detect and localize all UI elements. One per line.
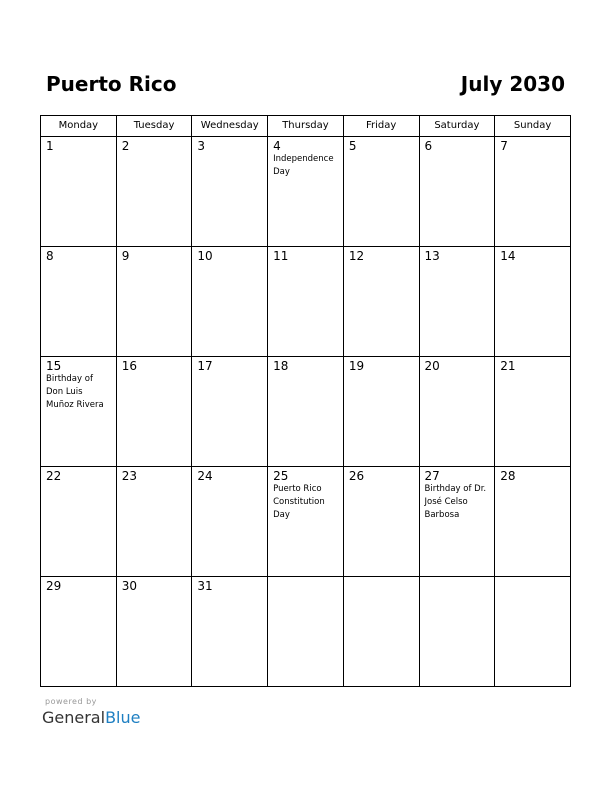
day-number: 23 bbox=[121, 469, 137, 483]
day-number: 1 bbox=[46, 139, 54, 153]
day-cell bbox=[192, 357, 268, 467]
day-cell-content bbox=[192, 137, 267, 244]
day-cell-content bbox=[420, 577, 495, 684]
day-cell-content bbox=[41, 137, 116, 244]
day-number: 15 bbox=[46, 359, 62, 373]
day-number: 10 bbox=[197, 249, 213, 263]
day-cell-content bbox=[344, 137, 419, 244]
day-cell bbox=[495, 577, 571, 687]
day-cell-content bbox=[420, 137, 495, 244]
day-cell bbox=[268, 467, 344, 577]
day-cell bbox=[343, 357, 419, 467]
weekday-header: Wednesday bbox=[192, 116, 268, 137]
day-cell bbox=[495, 247, 571, 357]
day-number: 4 bbox=[273, 139, 281, 153]
day-cell bbox=[343, 467, 419, 577]
day-number: 16 bbox=[121, 359, 137, 373]
day-cell bbox=[41, 467, 117, 577]
day-cell-content bbox=[344, 247, 419, 354]
day-cell bbox=[41, 577, 117, 687]
country-title: Puerto Rico bbox=[46, 72, 177, 96]
day-number: 20 bbox=[424, 359, 440, 373]
day-number: 11 bbox=[273, 249, 289, 263]
day-number: 25 bbox=[273, 469, 289, 483]
day-cell bbox=[116, 577, 192, 687]
day-cell bbox=[495, 137, 571, 247]
day-cell bbox=[419, 577, 495, 687]
day-cell-content bbox=[41, 467, 116, 574]
day-cell bbox=[192, 467, 268, 577]
calendar-week-row bbox=[41, 467, 571, 577]
day-number: 14 bbox=[500, 249, 516, 263]
day-cell-content bbox=[41, 357, 116, 464]
day-cell-content bbox=[268, 577, 343, 684]
day-cell bbox=[268, 577, 344, 687]
day-cell-content bbox=[268, 357, 343, 464]
day-number: 3 bbox=[197, 139, 206, 153]
calendar-week-row bbox=[41, 357, 571, 467]
day-cell bbox=[116, 467, 192, 577]
day-cell-content bbox=[268, 467, 343, 574]
day-cell-content bbox=[344, 357, 419, 464]
day-cell-content bbox=[495, 577, 570, 684]
day-cell bbox=[495, 357, 571, 467]
month-year-title: July 2030 bbox=[460, 72, 565, 96]
calendar-grid bbox=[40, 115, 571, 687]
holiday-label: Independence Day bbox=[273, 154, 334, 177]
day-number: 31 bbox=[197, 579, 213, 593]
day-number: 19 bbox=[348, 359, 365, 373]
calendar-week-row bbox=[41, 577, 571, 687]
day-number: 24 bbox=[197, 469, 213, 483]
day-number: 18 bbox=[273, 359, 289, 373]
weekday-header: Saturday bbox=[419, 116, 495, 137]
calendar-week-row bbox=[41, 137, 571, 247]
day-cell bbox=[41, 137, 117, 247]
day-cell-content bbox=[117, 247, 192, 354]
weekday-header: Thursday bbox=[268, 116, 344, 137]
day-cell bbox=[116, 357, 192, 467]
generalblue-logo bbox=[42, 708, 140, 728]
day-cell-content bbox=[495, 137, 570, 244]
brand-name-part2: Blue bbox=[105, 708, 141, 727]
day-cell bbox=[268, 247, 344, 357]
day-number: 7 bbox=[500, 139, 508, 153]
day-cell bbox=[343, 577, 419, 687]
powered-by-label: powered by bbox=[45, 697, 97, 706]
day-cell-content bbox=[268, 137, 343, 244]
weekday-header: Friday bbox=[343, 116, 419, 137]
day-cell-content bbox=[420, 247, 495, 354]
day-number: 2 bbox=[121, 139, 130, 153]
day-cell-content bbox=[41, 247, 116, 354]
day-number: 13 bbox=[424, 249, 440, 263]
day-cell-content bbox=[268, 247, 343, 354]
day-cell bbox=[495, 467, 571, 577]
calendar-body bbox=[41, 137, 571, 687]
day-cell bbox=[419, 467, 495, 577]
holiday-label: Birthday of Don Luis Muñoz Rivera bbox=[46, 374, 104, 410]
weekday-header-row bbox=[41, 116, 571, 137]
day-number: 12 bbox=[348, 249, 365, 263]
day-cell-content bbox=[344, 577, 419, 684]
day-cell bbox=[419, 357, 495, 467]
day-cell-content bbox=[117, 577, 192, 684]
day-number: 17 bbox=[197, 359, 213, 373]
day-number: 8 bbox=[46, 249, 54, 263]
day-cell bbox=[116, 137, 192, 247]
day-cell-content bbox=[192, 577, 267, 684]
day-cell-content bbox=[495, 357, 570, 464]
holiday-label: Birthday of Dr. José Celso Barbosa bbox=[424, 484, 487, 520]
day-cell-content bbox=[41, 577, 116, 684]
day-cell bbox=[419, 137, 495, 247]
day-cell-content bbox=[495, 247, 570, 354]
day-number: 27 bbox=[424, 469, 440, 483]
day-number: 28 bbox=[500, 469, 516, 483]
day-cell bbox=[192, 137, 268, 247]
day-cell-content bbox=[192, 357, 267, 464]
holiday-label: Puerto Rico Constitution Day bbox=[273, 484, 325, 520]
day-cell bbox=[192, 247, 268, 357]
day-cell bbox=[268, 357, 344, 467]
day-number: 9 bbox=[121, 249, 130, 263]
day-cell bbox=[41, 357, 117, 467]
day-number: 26 bbox=[348, 469, 365, 483]
day-cell bbox=[116, 247, 192, 357]
day-cell-content bbox=[192, 247, 267, 354]
weekday-header: Monday bbox=[41, 116, 117, 137]
calendar-week-row bbox=[41, 247, 571, 357]
day-number: 29 bbox=[46, 579, 62, 593]
day-cell-content bbox=[495, 467, 570, 574]
day-number: 21 bbox=[500, 359, 516, 373]
day-cell-content bbox=[117, 357, 192, 464]
day-cell-content bbox=[192, 467, 267, 574]
day-cell bbox=[419, 247, 495, 357]
day-cell-content bbox=[420, 357, 495, 464]
day-number: 22 bbox=[46, 469, 62, 483]
day-cell bbox=[268, 137, 344, 247]
day-cell bbox=[343, 137, 419, 247]
day-number: 6 bbox=[424, 139, 433, 153]
day-cell bbox=[41, 247, 117, 357]
day-cell bbox=[343, 247, 419, 357]
weekday-header: Tuesday bbox=[116, 116, 192, 137]
brand-name-part1: General bbox=[42, 708, 106, 727]
day-cell-content bbox=[344, 467, 419, 574]
day-number: 5 bbox=[348, 139, 357, 153]
day-cell-content bbox=[117, 467, 192, 574]
day-number: 30 bbox=[121, 579, 137, 593]
day-cell-content bbox=[117, 137, 192, 244]
weekday-header: Sunday bbox=[495, 116, 571, 137]
day-cell bbox=[192, 577, 268, 687]
day-cell-content bbox=[420, 467, 495, 574]
